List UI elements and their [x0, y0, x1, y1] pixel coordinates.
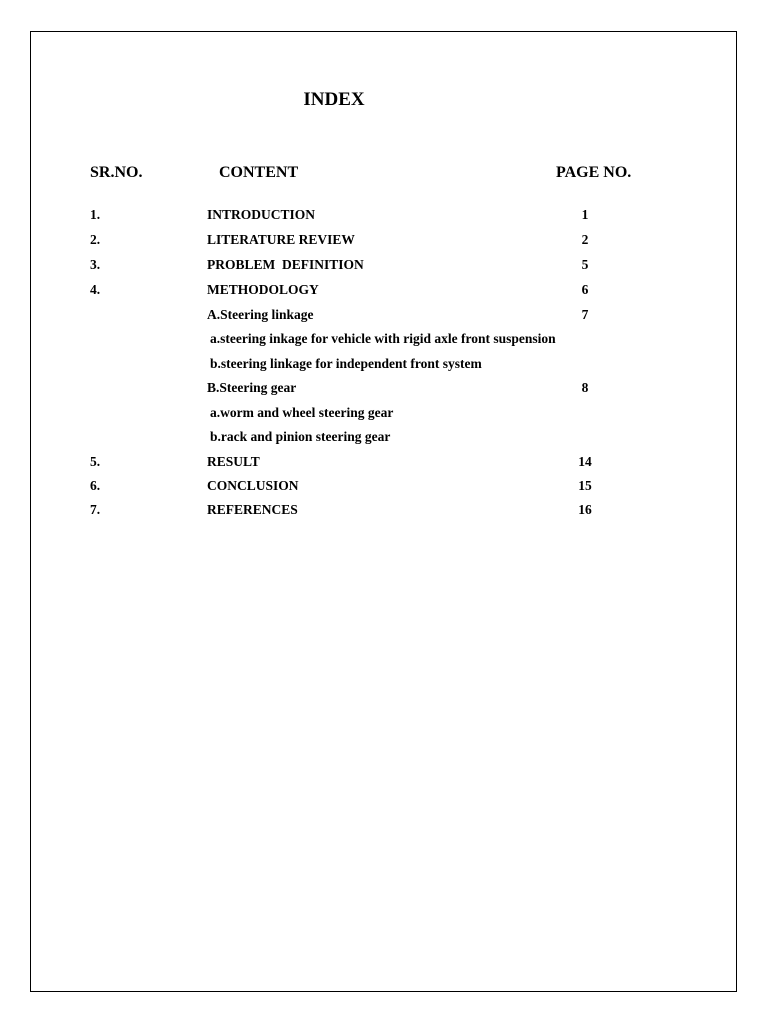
row-page-no: 8: [581, 380, 589, 395]
row-content: a.worm and wheel steering gear: [210, 405, 394, 420]
row-page-no: 14: [578, 454, 592, 469]
index-row: [0, 331, 768, 351]
row-content: LITERATURE REVIEW: [207, 232, 355, 247]
row-page-no: 15: [578, 478, 592, 493]
row-content: B.Steering gear: [207, 380, 297, 395]
row-sr-no: 1.: [90, 207, 101, 222]
index-row: [0, 257, 768, 277]
index-row: [0, 307, 768, 327]
row-sr-no: 7.: [90, 502, 101, 517]
row-sr-no: 4.: [90, 282, 101, 297]
header-sr-no: SR.NO.: [90, 164, 143, 181]
header-page-no: PAGE NO.: [556, 164, 632, 181]
row-content: REFERENCES: [207, 502, 298, 517]
row-content: RESULT: [207, 454, 260, 469]
row-sr-no: 5.: [90, 454, 101, 469]
row-page-no: 2: [581, 232, 589, 247]
row-page-no: 16: [578, 502, 592, 517]
index-row: [0, 232, 768, 252]
row-page-no: 1: [581, 207, 589, 222]
row-content: INTRODUCTION: [207, 207, 316, 222]
row-content: b.rack and pinion steering gear: [210, 429, 391, 444]
index-row: [0, 502, 768, 522]
row-page-no: 5: [581, 257, 589, 272]
row-content: A.Steering linkage: [207, 307, 314, 322]
header-content: CONTENT: [219, 164, 299, 181]
row-content: METHODOLOGY: [207, 282, 319, 297]
index-row: [0, 454, 768, 474]
index-row: [0, 380, 768, 400]
row-content: CONCLUSION: [207, 478, 299, 493]
row-sr-no: 3.: [90, 257, 101, 272]
index-row: [0, 282, 768, 302]
index-row: [0, 207, 768, 227]
row-content: PROBLEM DEFINITION: [207, 257, 364, 272]
index-row: [0, 356, 768, 376]
index-row: [0, 478, 768, 498]
index-row: [0, 405, 768, 425]
row-page-no: 7: [581, 307, 589, 322]
page-title: INDEX: [303, 89, 365, 110]
index-row: [0, 429, 768, 449]
row-page-no: 6: [581, 282, 589, 297]
row-content: a.steering inkage for vehicle with rigid axle front suspension: [210, 331, 556, 346]
row-content: b.steering linkage for independent front system: [210, 356, 482, 371]
row-sr-no: 2.: [90, 232, 101, 247]
row-sr-no: 6.: [90, 478, 101, 493]
